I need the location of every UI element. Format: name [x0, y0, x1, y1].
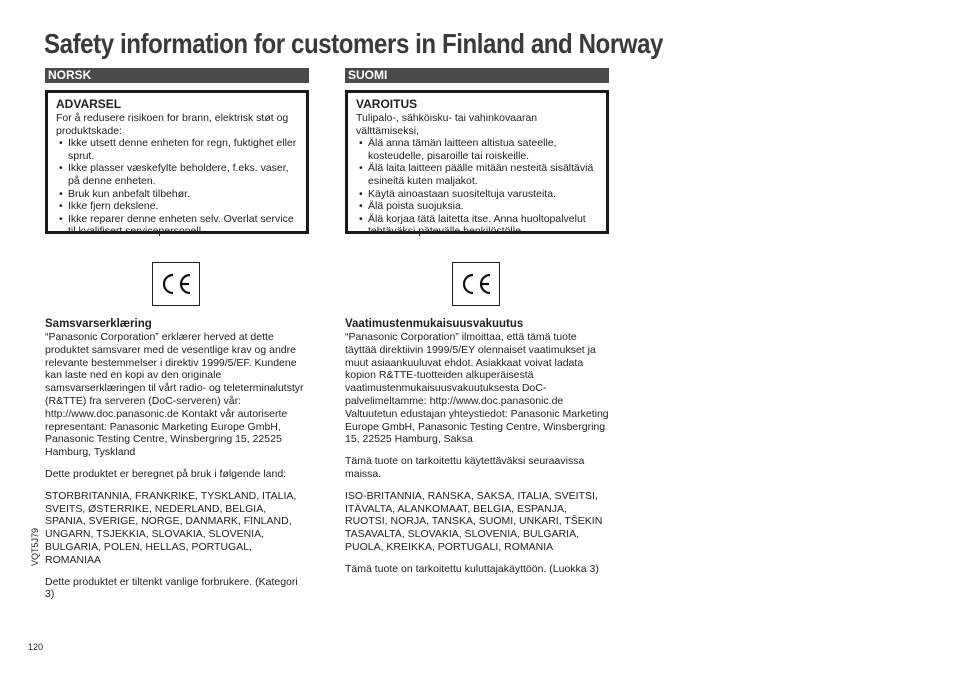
list-item: • Bruk kun anbefalt tilbehør. — [56, 188, 298, 201]
list-item: • Älä poista suojuksia. — [356, 200, 598, 213]
warning-list — [56, 137, 298, 238]
list-item: • Ikke plasser væskefylte beholdere, f.eks. vaser, på denne enheten. — [56, 162, 298, 187]
ce-mark-icon — [152, 262, 200, 306]
warning-box-norsk — [45, 90, 309, 238]
suomi-column — [345, 68, 609, 576]
countries-intro: Dette produktet er beregnet på bruk i følgende land: — [45, 467, 287, 480]
list-item: • Älä korjaa tätä laitetta itse. Anna huoltopalvelut tehtäväksi pätevälle henkilöstölle. — [356, 213, 598, 238]
document-code: VQT5J79 — [30, 527, 40, 566]
warning-title: ADVARSEL — [56, 97, 122, 111]
list-item: • Ikke reparer denne enheten selv. Overlat service til kvalifisert servicepersonell. — [56, 213, 298, 238]
category-text: Dette produktet er tiltenkt vanlige forbrukere. (Kategori 3) — [45, 575, 298, 601]
norsk-column — [45, 68, 309, 601]
warning-intro: Tulipalo-, sähköisku- tai vahinkovaaran välttämiseksi, — [356, 112, 538, 137]
warning-box-suomi — [345, 90, 609, 238]
declaration-text: “Panasonic Corporation” erklærer herved at dette produktet samsvarer med de vesentlige krav og andre relevante bestemmelser i direktiv 1999/5/EF. Kundene kan laste ned en kopi av den originale samsvarserklæringen til vårt radio- og teleterminalutstyr (R&TTE) fra serveren (DoC-serveren) vår: http://www.doc.panasonic.de Kontakt vår autoriserte representant: Panasonic Marketing Europe GmbH, Panasonic Testing Centre, Winsbergring 15, 22525 Hamburg, Tyskland — [45, 331, 304, 459]
category-text: Tämä tuote on tarkoitettu kuluttajakäyttöön. (Luokka 3) — [345, 562, 599, 575]
page-title: Safety information for customers in Finland and Norway — [44, 28, 664, 59]
list-item: • Ikke utsett denne enheten for regn, fuktighet eller sprut. — [56, 137, 298, 162]
countries-list: ISO-BRITANNIA, RANSKA, SAKSA, ITALIA, SVEITSI, ITÄVALTA, ALANKOMAAT, BELGIA, ESPANJA, RUOTSI, NORJA, TANSKA, SUOMI, UNKARI, TŠEKIN TASAVALTA, SLOVAKIA, SLOVENIA, BULGARIA, PUOLA, KREIKKA, PORTUGALI, ROMANIA — [345, 489, 603, 553]
list-item: • Älä anna tämän laitteen altistua sateelle, kosteudelle, pisaroille tai roiskeille. — [356, 137, 598, 162]
declaration-text: “Panasonic Corporation” ilmoittaa, että tämä tuote täyttää direktiivin 1999/5/EY olennaiset vaatimukset ja muut asiaankuuluvat ehdot. Asiakkaat voivat ladata kopion R&TTE-tuotteiden alkuperäisestä vaatimustenmukaisuusvakuutuksesta DoC-palvelimeltamme: http://www.doc.panasonic.de Valtuutetun edustajan yhteystiedot: Panasonic Marketing Europe GmbH, Panasonic Testing Centre, Winsbergring 15, 22525 Hamburg, Saksa — [345, 331, 609, 446]
countries-list: STORBRITANNIA, FRANKRIKE, TYSKLAND, ITALIA, SVEITS, ØSTERRIKE, NEDERLAND, BELGIA, SPANIA, SVERIGE, NORGE, DANMARK, FINLAND, UNGARN, TSJEKKIA, SLOVAKIA, SLOVENIA, BULGARIA, POLEN, HELLAS, PORTUGAL, ROMANIAA — [45, 489, 297, 566]
ce-mark-icon — [452, 262, 500, 306]
section-header-suomi: SUOMI — [345, 68, 609, 83]
warning-list — [356, 137, 598, 238]
list-item: • Älä laita laitteen päälle mitään nesteitä sisältäviä esineitä kuten maljakot. — [356, 162, 598, 187]
list-item: • Ikke fjern dekslene. — [56, 200, 298, 213]
list-item: • Käytä ainoastaan suositeltuja varusteita. — [356, 188, 598, 201]
warning-title: VAROITUS — [356, 97, 418, 111]
page-number: 120 — [28, 642, 44, 652]
warning-intro: For å redusere risikoen for brann, elektrisk støt og produktskade: — [56, 112, 289, 137]
declaration-title: Vaatimustenmukaisuusvakuutus — [345, 318, 524, 330]
section-header-norsk: NORSK — [45, 68, 309, 83]
countries-intro: Tämä tuote on tarkoitettu käytettäväksi seuraavissa maissa. — [345, 455, 585, 480]
declaration-title: Samsvarserklæring — [45, 318, 152, 330]
